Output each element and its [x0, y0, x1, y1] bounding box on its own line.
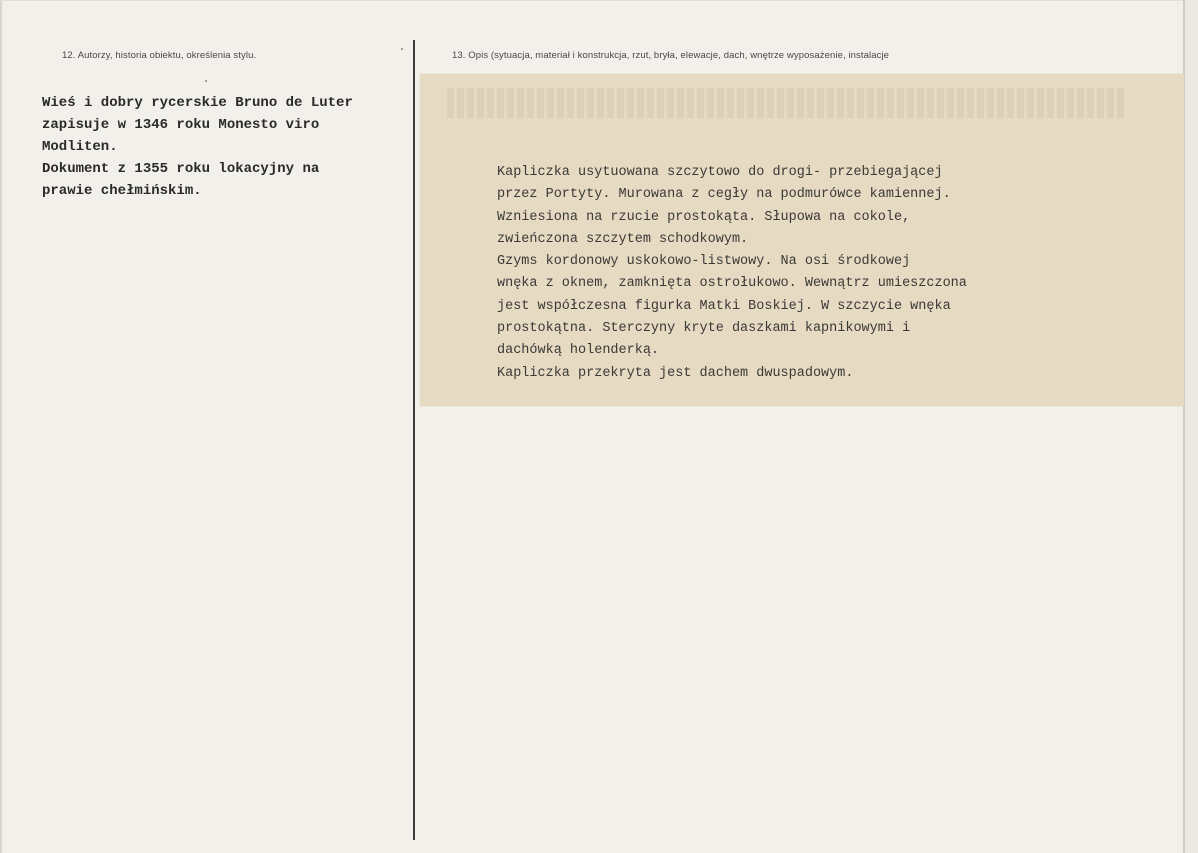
description-line: dachówką holenderką. — [497, 343, 660, 359]
description-line: zwieńczona szczytem schodkowym. — [497, 231, 749, 247]
column-divider — [413, 40, 415, 840]
section-12-header: 12. Autorzy, historia obiektu, określenia stylu. — [62, 50, 257, 61]
speck-mark — [205, 80, 207, 82]
history-line: Wieś i dobry rycerskie Bruno de Luter — [42, 95, 353, 111]
description-line: Kapliczka usytuowana szczytowo do drogi- przebiegającej — [497, 165, 943, 180]
description-line: przez Portyty. Murowana z cegły na podmurówce kamiennej. — [497, 187, 951, 203]
bleed-through-texture — [447, 88, 1127, 118]
description-line: prostokątna. Sterczyny kryte daszkami kapnikowymi i — [497, 321, 911, 337]
description-line: Kapliczka przekryta jest dachem dwuspadowym. — [497, 365, 854, 381]
history-line: prawie chełmińskim. — [42, 183, 202, 199]
history-line: zapisuje w 1346 roku Monesto viro — [42, 117, 320, 133]
speck-mark — [401, 48, 403, 50]
history-text-block — [42, 92, 412, 202]
description-text-block — [497, 162, 1167, 385]
description-line: Gzyms kordonowy uskokowo-listwowy. Na osi środkowej — [497, 254, 911, 270]
section-13-header: 13. Opis (sytuacja, materiał i konstrukcja, rzut, bryła, elewacje, dach, wnętrze wyposażenie, instalacje — [452, 50, 890, 61]
description-line: Wzniesiona na rzucie prostokąta. Słupowa na cokole, — [497, 209, 911, 225]
history-line: Modliten. — [42, 139, 118, 155]
description-line: wnęka z oknem, zamknięta ostrołukowo. Wewnątrz umieszczona — [497, 276, 967, 292]
history-line: Dokument z 1355 roku lokacyjny na — [42, 161, 320, 177]
card-edge-strip — [1185, 0, 1198, 853]
description-line: jest współczesna figurka Matki Boskiej. W szczycie wnęka — [497, 298, 951, 314]
